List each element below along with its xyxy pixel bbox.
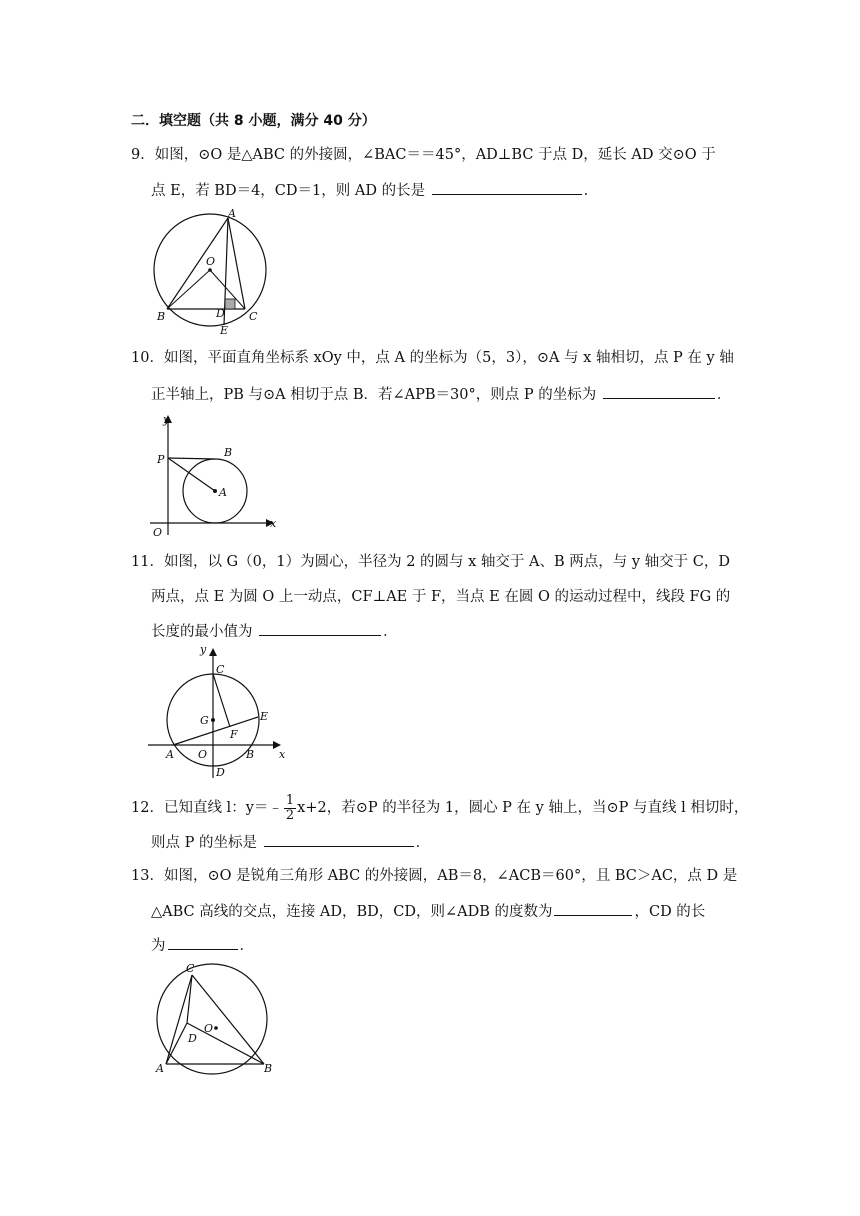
q12-end: ． (415, 835, 431, 851)
q13-cd-blank[interactable] (168, 935, 238, 950)
q13-label-c: C (186, 962, 195, 975)
q10-tangent-pb (168, 458, 215, 459)
q11-label-x: x (279, 748, 286, 761)
q9-segment-ac (228, 218, 245, 309)
q11-center-dot (211, 718, 215, 722)
q12-answer-blank[interactable] (264, 832, 414, 847)
q13-segment-ca (166, 975, 192, 1064)
q13-circle (157, 964, 267, 1074)
q10-label-a: A (219, 486, 227, 499)
q13-label-d: D (188, 1032, 197, 1045)
q10-answer-blank[interactable] (603, 384, 715, 399)
q11-label-a: A (166, 748, 174, 761)
q11-figure (145, 640, 295, 782)
q11-line3 (151, 621, 398, 642)
q13-line2b: ，CD 的长 (634, 904, 706, 920)
q10-label-b: B (224, 446, 233, 459)
q13-center-dot (214, 1026, 218, 1030)
q11-answer-blank[interactable] (259, 621, 381, 636)
q13-label-o: O (204, 1022, 214, 1035)
q10-figure (148, 408, 283, 540)
q10-end: ． (716, 387, 732, 403)
q13-segment-bd (187, 1023, 264, 1064)
q9-end: ． (583, 183, 599, 199)
q13-figure (150, 962, 280, 1077)
q13-line3 (151, 935, 254, 956)
q10-center-dot (213, 489, 217, 493)
q9-answer-blank[interactable] (432, 180, 582, 195)
q12-line1 (131, 790, 748, 826)
q11-line3-text: 长度的最小值为 (151, 624, 253, 640)
q10-segment-pa (168, 458, 215, 491)
q13-label-a: A (156, 1062, 164, 1075)
q13-angle-blank[interactable] (554, 901, 632, 916)
q12-fraction (284, 794, 296, 823)
q9-center-dot (208, 268, 212, 272)
q9-label-e: E (220, 324, 229, 335)
q9-right-angle-mark (225, 299, 235, 309)
q12-frac-den: 2 (285, 807, 295, 823)
q11-label-o: O (198, 748, 208, 761)
q10-line2-text: 正半轴上，PB 与⊙A 相切于点 B．若∠APB＝30°，则点 P 的坐标为 (151, 387, 597, 403)
q11-y-arrow (209, 648, 217, 656)
q9-segment-ab (167, 218, 228, 309)
q10-label-o: O (153, 526, 163, 539)
q13-segment-cb (192, 975, 264, 1064)
q11-label-b: B (246, 748, 255, 761)
q12-pre: 12．已知直线 l：y＝﹣ (131, 800, 283, 816)
q11-label-y: y (200, 643, 207, 656)
q10-label-p: P (157, 453, 165, 466)
q9-label-b: B (157, 310, 166, 323)
q10-line1: 10．如图，平面直角坐标系 xOy 中，点 A 的坐标为（5，3），⊙A 与 x 轴相切，点 P 在 y 轴 (131, 350, 734, 366)
q13-line3-text: 为 (151, 938, 166, 954)
q9-label-c: C (249, 310, 258, 323)
q11-label-e: E (260, 710, 269, 723)
q13-end: ． (239, 938, 254, 954)
q9-line2 (151, 180, 598, 201)
q11-label-c: C (216, 663, 225, 676)
q9-line1: 9．如图，⊙O 是△ABC 的外接圆，∠BAC＝＝45°，AD⊥BC 于点 D，延长 AD 交⊙O 于 (131, 147, 716, 163)
q11-line2: 两点，点 E 为圆 O 上一动点，CF⊥AE 于 F，当点 E 在圆 O 的运动过程中，线段 FG 的 (151, 589, 731, 605)
q13-line1: 13．如图，⊙O 是锐角三角形 ABC 的外接圆，AB＝8，∠ACB＝60°，且 BC＞AC，点 D 是 (131, 868, 738, 884)
q10-line2 (151, 384, 731, 405)
q12-frac-num: 1 (285, 792, 295, 808)
q11-segment-cf (213, 674, 230, 727)
q9-figure (148, 205, 273, 335)
q13-line2a: △ABC 高线的交点，连接 AD，BD，CD，则∠ADB 的度数为 (151, 904, 553, 920)
q10-label-x: x (270, 517, 277, 530)
q11-label-d: D (216, 766, 225, 779)
q13-label-b: B (264, 1062, 273, 1075)
q12-line2 (151, 832, 430, 853)
section-title: 二．填空题（共 8 小题，满分 40 分） (131, 113, 376, 129)
q9-label-a: A (228, 207, 236, 220)
q11-label-g: G (200, 714, 209, 727)
q9-label-o: O (206, 255, 216, 268)
q11-segment-ae (173, 717, 258, 745)
q9-label-d: D (216, 307, 225, 320)
q11-label-f: F (230, 728, 238, 741)
q11-line1: 11．如图，以 G（0，1）为圆心，半径为 2 的圆与 x 轴交于 A、B 两点，与 y 轴交于 C，D (131, 554, 731, 570)
q12-line2-text: 则点 P 的坐标是 (151, 835, 257, 851)
q11-end: ． (383, 624, 398, 640)
q9-line2-text: 点 E，若 BD＝4，CD＝1，则 AD 的长是 (151, 183, 426, 199)
q12-post: x+2，若⊙P 的半径为 1，圆心 P 在 y 轴上，当⊙P 与直线 l 相切时， (297, 800, 749, 816)
q10-label-y: y (163, 413, 170, 426)
q13-line2 (151, 901, 705, 922)
